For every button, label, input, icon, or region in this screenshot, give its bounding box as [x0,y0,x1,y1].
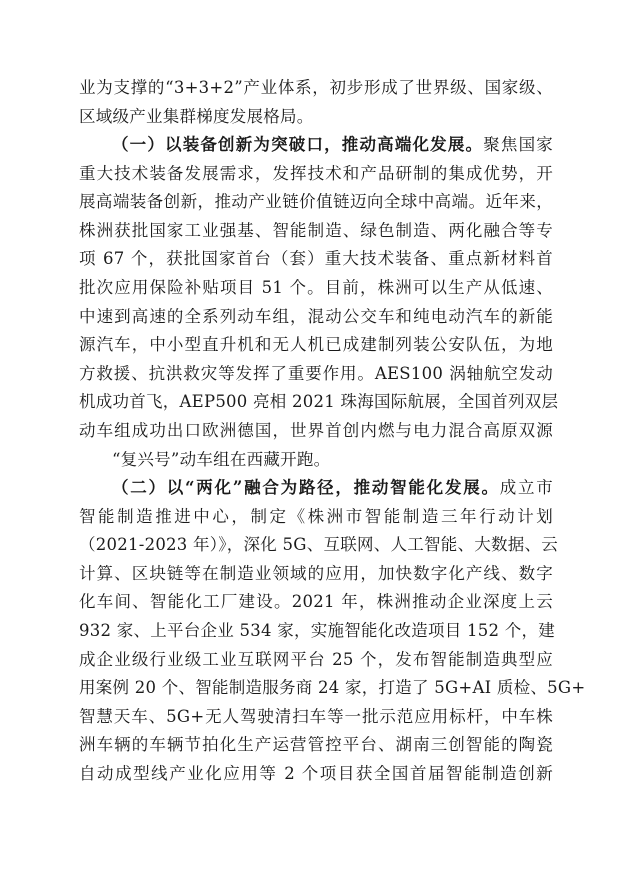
section-1-first-line [79,131,553,160]
section-1-line: 株洲获批国家工业强基、智能制造、绿色制造、两化融合等专 [79,220,553,240]
section-1-line: “复兴号”动车组在西藏开跑。 [112,449,331,469]
section-1-line: 重大技术装备发展需求，发挥技术和产品研制的集成优势，开 [79,163,553,183]
section-1-line: 动车组成功出口欧洲德国，世界首创内燃与电力混合高原双源 [79,420,553,440]
section-1-line: 展高端装备创新，推动产业链价值链迈向全球中高端。近年来， [79,192,553,212]
section-2-line: 智慧天车、5G+无人驾驶清扫车等一批示范应用标杆，中车株 [79,706,553,726]
section-2-line: 932 家、上平台企业 534 家，实施智能化改造项目 152 个，建 [79,620,555,640]
section-2-line: 成企业级行业级工业互联网平台 25 个，发布智能制造典型应 [79,649,553,669]
section-1-paragraph [79,131,559,474]
section-1-line: 机成功首飞，AEP500 亮相 2021 珠海国际航展，全国首列双层 [79,392,559,412]
section-2-first-line-rest: 成立市 [499,478,554,497]
section-1-heading: （一）以装备创新为突破口，推动高端化发展。 [112,135,484,154]
section-2-paragraph [79,474,586,789]
section-1-line: 方救援、抗洪救灾等发挥了重要作用。AES100 涡轴航空发动 [79,363,553,383]
section-1-line: 中速到高速的全系列动车组，混动公交车和纯电动汽车的新能 [79,306,553,326]
section-2-line: 智能制造推进中心，制定《株洲市智能制造三年行动计划 [79,506,553,526]
section-2-line: 用案例 20 个、智能制造服务商 24 家，打造了 5G+AI 质检、5G+ [79,678,586,698]
section-2-line: 化车间、智能化工厂建设。2021 年，株洲推动企业深度上云 [79,592,553,612]
section-1-line: 源汽车，中小型直升机和无人机已成建制列装公安队伍，为地 [79,335,553,355]
section-2-line: （2021-2023 年）》，深化 5G、互联网、人工智能、大数据、云 [79,535,558,555]
intro-paragraph [79,74,553,131]
section-2-heading: （二）以“两化”融合为路径，推动智能化发展。 [112,478,500,497]
section-1-line: 项 67 个，获批国家首台（套）重大技术装备、重点新材料首 [79,249,553,269]
section-2-line: 洲车辆的车辆节拍化生产运营管控平台、湖南三创智能的陶瓷 [79,735,553,755]
intro-line-1: 业为支撑的“3+3+2”产业体系，初步形成了世界级、国家级、 [79,78,553,97]
section-2-line: 计算、区块链等在制造业领域的应用，加快数字化产线、数字 [79,563,553,583]
intro-line-2: 区域级产业集群梯度发展格局。 [79,106,314,126]
section-1-first-line-rest: 聚焦国家 [483,135,554,154]
section-2-first-line [79,474,553,503]
section-1-line: 批次应用保险补贴项目 51 个。目前，株洲可以生产从低速、 [79,277,553,297]
section-2-line: 自动成型线产业化应用等 2 个项目获全国首届智能制造创新 [79,763,553,783]
